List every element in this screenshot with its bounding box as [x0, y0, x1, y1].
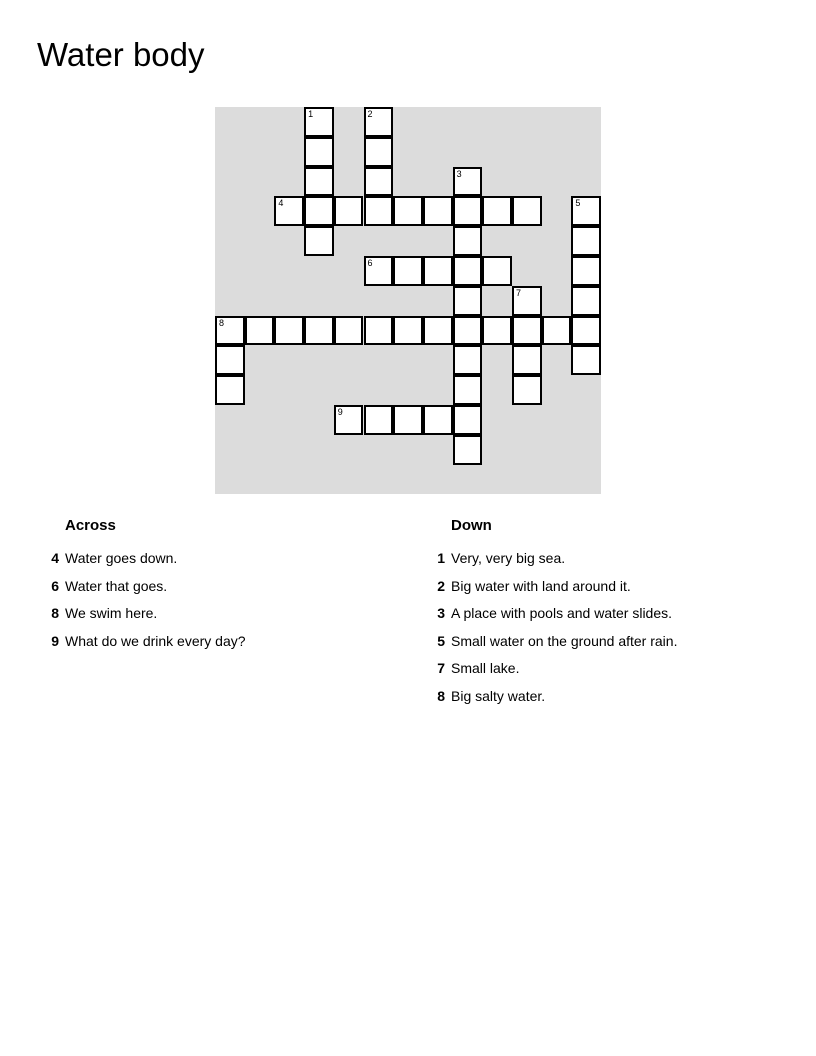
across-clue — [37, 574, 246, 602]
crossword-grid — [215, 107, 601, 494]
crossword-cell[interactable] — [393, 316, 423, 346]
across-clue — [37, 601, 246, 629]
crossword-cell[interactable] — [512, 286, 542, 316]
crossword-cell[interactable] — [512, 196, 542, 226]
down-clue — [423, 574, 677, 602]
crossword-cell[interactable] — [453, 286, 483, 316]
clue-number: 4 — [278, 198, 284, 209]
crossword-cell[interactable] — [453, 167, 483, 197]
clue-num: 6 — [51, 577, 59, 594]
crossword-cell[interactable] — [453, 345, 483, 375]
clue-num: 5 — [437, 632, 445, 649]
crossword-cell[interactable] — [364, 107, 394, 137]
down-clue — [423, 656, 677, 684]
clue-text: Small lake. — [451, 660, 520, 677]
crossword-cell[interactable] — [364, 256, 394, 286]
crossword-cell[interactable] — [571, 286, 601, 316]
crossword-cell[interactable] — [453, 405, 483, 435]
crossword-cell[interactable] — [571, 196, 601, 226]
across-clue-list — [37, 546, 246, 656]
crossword-cell[interactable] — [423, 316, 453, 346]
crossword-cell[interactable] — [364, 196, 394, 226]
crossword-cell[interactable] — [364, 137, 394, 167]
crossword-cell[interactable] — [334, 405, 364, 435]
crossword-cell[interactable] — [393, 405, 423, 435]
down-clue — [423, 601, 677, 629]
crossword-cell[interactable] — [393, 196, 423, 226]
crossword-cell[interactable] — [453, 256, 483, 286]
clue-text: Big salty water. — [451, 687, 546, 704]
clue-text: Water that goes. — [65, 577, 168, 594]
crossword-cell[interactable] — [215, 316, 245, 346]
down-clue — [423, 546, 677, 574]
clue-num: 3 — [437, 605, 445, 622]
crossword-cell[interactable] — [423, 256, 453, 286]
crossword-cell[interactable] — [304, 226, 334, 256]
crossword-cell[interactable] — [334, 196, 364, 226]
crossword-cell[interactable] — [512, 345, 542, 375]
crossword-cell[interactable] — [571, 316, 601, 346]
down-clue — [423, 629, 677, 657]
crossword-cell[interactable] — [453, 226, 483, 256]
crossword-cell[interactable] — [542, 316, 572, 346]
clue-text: Big water with land around it. — [451, 577, 631, 594]
clue-number: 7 — [516, 287, 522, 298]
clue-num: 1 — [437, 550, 445, 566]
clue-text: A place with pools and water slides. — [451, 605, 673, 622]
crossword-cell[interactable] — [482, 256, 512, 286]
crossword-cell[interactable] — [304, 137, 334, 167]
clue-num: 9 — [51, 632, 59, 649]
crossword-cell[interactable] — [453, 435, 483, 465]
crossword-cell[interactable] — [571, 256, 601, 286]
clue-text: Water goes down. — [65, 550, 178, 566]
crossword-cell[interactable] — [274, 196, 304, 226]
clue-text: Very, very big sea. — [451, 550, 566, 566]
crossword-cell[interactable] — [364, 316, 394, 346]
crossword-cell[interactable] — [453, 316, 483, 346]
crossword-cell[interactable] — [571, 345, 601, 375]
crossword-cell[interactable] — [364, 405, 394, 435]
clue-num: 7 — [437, 660, 445, 677]
across-heading: Across — [65, 517, 116, 534]
clue-number: 3 — [456, 168, 462, 179]
crossword-cell[interactable] — [423, 196, 453, 226]
crossword-cell[interactable] — [453, 196, 483, 226]
crossword-cell[interactable] — [512, 316, 542, 346]
crossword-cell[interactable] — [453, 375, 483, 405]
crossword-cell[interactable] — [482, 316, 512, 346]
crossword-cell[interactable] — [304, 107, 334, 137]
down-clue-list — [423, 546, 677, 712]
clue-number: 5 — [575, 198, 581, 209]
crossword-cell[interactable] — [304, 167, 334, 197]
clue-number: 9 — [337, 407, 343, 417]
crossword-cell[interactable] — [304, 316, 334, 346]
page-title: Water body — [37, 36, 205, 73]
clue-num: 4 — [51, 550, 59, 566]
across-clue — [37, 629, 246, 657]
crossword-cell[interactable] — [304, 196, 334, 226]
crossword-cell[interactable] — [571, 226, 601, 256]
crossword-cell[interactable] — [245, 316, 275, 346]
clue-number: 2 — [367, 109, 373, 119]
crossword-cell[interactable] — [334, 316, 364, 346]
clue-num: 2 — [437, 577, 445, 594]
crossword-cell[interactable] — [393, 256, 423, 286]
across-clue — [37, 546, 246, 574]
crossword-cell[interactable] — [364, 167, 394, 197]
down-heading: Down — [451, 517, 492, 534]
clue-text: We swim here. — [65, 605, 158, 622]
clue-text: What do we drink every day? — [65, 632, 246, 649]
crossword-cell[interactable] — [274, 316, 304, 346]
clue-number: 6 — [367, 258, 373, 268]
crossword-cell[interactable] — [215, 375, 245, 405]
clue-number: 8 — [219, 317, 225, 328]
crossword-cell[interactable] — [482, 196, 512, 226]
crossword-cell[interactable] — [423, 405, 453, 435]
crossword-cell[interactable] — [215, 345, 245, 375]
down-clue — [423, 684, 677, 712]
clue-num: 8 — [437, 687, 445, 704]
crossword-cell[interactable] — [512, 375, 542, 405]
clue-text: Small water on the ground after rain. — [451, 632, 678, 649]
clue-number: 1 — [308, 109, 314, 119]
clue-num: 8 — [51, 605, 59, 622]
